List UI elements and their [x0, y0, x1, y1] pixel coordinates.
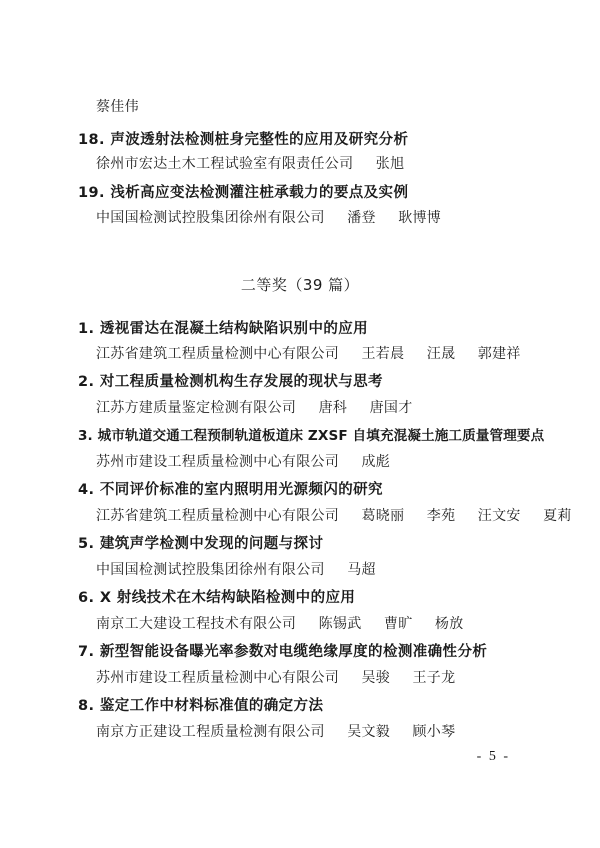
award-title-text: X 射线技术在木结构缺陷检测中的应用: [99, 590, 356, 606]
award-title-2-6: [78, 589, 355, 607]
award-title-text: 对工程质量检测机构生存发展的现状与思考: [99, 374, 383, 390]
author-name: 葛晓丽: [361, 508, 405, 524]
award-number: 1.: [78, 321, 95, 337]
author-name: 郭建祥: [477, 346, 521, 362]
organization: 南京方正建设工程质量检测有限公司: [96, 724, 325, 740]
author-name: 唐科: [318, 400, 348, 416]
award-title-text: 浅析高应变法检测灌注桩承载力的要点及实例: [110, 185, 409, 201]
author-name: 潘登: [347, 210, 376, 226]
award-org-authors-2-3: [96, 453, 390, 471]
award-title-2-8: [78, 697, 323, 715]
author-name: 王子龙: [412, 670, 456, 686]
award-title-19: [78, 184, 408, 202]
author-name: 汪晟: [426, 346, 456, 362]
author-name: 王若晨: [361, 346, 405, 362]
organization: 苏州市建设工程质量检测中心有限公司: [96, 670, 340, 686]
author-name: 杨放: [434, 616, 464, 632]
organization: 江苏省建筑工程质量检测中心有限公司: [96, 346, 340, 362]
award-number: 3.: [78, 428, 93, 444]
award-number: 5.: [78, 536, 95, 552]
award-org-authors-2-7: [96, 669, 455, 687]
award-org-authors-2-1: [96, 345, 521, 363]
award-org-authors-19: [96, 209, 441, 227]
organization: 南京工大建设工程技术有限公司: [96, 616, 297, 632]
award-number: 8.: [78, 698, 95, 714]
page-number: - 5 -: [476, 749, 510, 764]
author-name: 曹旷: [383, 616, 413, 632]
organization: 江苏方建质量鉴定检测有限公司: [96, 400, 297, 416]
award-org-authors-2-5: [96, 561, 376, 579]
author-name: 唐国才: [369, 400, 413, 416]
award-title-2-3: [78, 427, 544, 445]
author-name: 吴文毅: [347, 724, 391, 740]
award-title-text: 声波透射法检测桩身完整性的应用及研究分析: [110, 132, 409, 148]
award-title-text: 新型智能设备曝光率参数对电缆绝缘厚度的检测准确性分析: [99, 644, 488, 660]
award-title-text: 建筑声学检测中发现的问题与探讨: [99, 536, 324, 552]
author-name: 吴骏: [361, 670, 391, 686]
award-title-text: 鉴定工作中材料标准值的确定方法: [99, 698, 324, 714]
organization: 中国国检测试控股集团徐州有限公司: [96, 562, 325, 578]
author-name: 耿博博: [398, 210, 442, 226]
award-title-2-4: [78, 481, 383, 499]
award-title-text: 城市轨道交通工程预制轨道板道床 ZXSF 自填充混凝土施工质量管理要点: [97, 428, 545, 444]
author-name: 蔡佳伟: [96, 99, 139, 115]
award-number: 4.: [78, 482, 95, 498]
author-name: 汪文安: [477, 508, 521, 524]
award-number: 19.: [78, 185, 105, 201]
award-title-2-7: [78, 643, 487, 661]
author-name: 李苑: [426, 508, 456, 524]
award-title-2-5: [78, 535, 323, 553]
author-name: 张旭: [375, 156, 405, 172]
award-title-text: 不同评价标准的室内照明用光源频闪的研究: [99, 482, 383, 498]
award-number: 6.: [78, 590, 95, 606]
award-org-authors-2-6: [96, 615, 464, 633]
author-name: 顾小琴: [412, 724, 456, 740]
organization: 苏州市建设工程质量检测中心有限公司: [96, 454, 340, 470]
organization: 徐州市宏达土木工程试验室有限责任公司: [96, 156, 354, 172]
organization: 江苏省建筑工程质量检测中心有限公司: [96, 508, 340, 524]
author-name: 成彪: [361, 454, 391, 470]
award-org-authors-2-8: [96, 723, 455, 741]
author-name: 陈锡武: [318, 616, 362, 632]
author-name: 马超: [347, 562, 376, 578]
award-org-authors-2-2: [96, 399, 413, 417]
award-number: 18.: [78, 132, 105, 148]
award-org-authors-18: [96, 155, 404, 173]
award-number: 2.: [78, 374, 95, 390]
organization: 中国国检测试控股集团徐州有限公司: [96, 210, 325, 226]
award-title-2-1: [78, 320, 368, 338]
award-org-authors-2-4: [96, 507, 572, 525]
award-title-text: 透视雷达在混凝土结构缺陷识别中的应用: [99, 321, 369, 337]
section-heading-second-prize: 二等奖（39 篇）: [240, 276, 360, 294]
lead-author: [96, 98, 139, 116]
award-title-2-2: [78, 373, 383, 391]
author-name: 夏莉: [543, 508, 572, 524]
award-number: 7.: [78, 644, 95, 660]
award-title-18: [78, 131, 408, 149]
